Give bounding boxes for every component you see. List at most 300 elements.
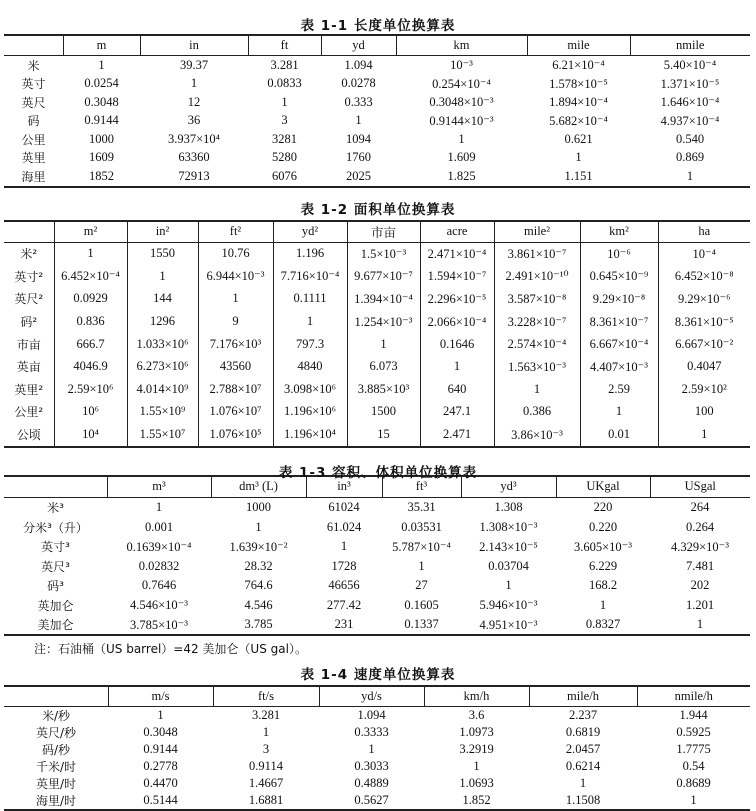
table-cell: 4.937×10⁻⁴ — [660, 113, 720, 128]
table-cell: 797.3 — [273, 333, 347, 356]
row-label: 千米/时 — [35, 760, 77, 775]
table-cell: 1 — [355, 113, 362, 128]
column-header: m/s — [108, 686, 213, 707]
table-cell: 10⁻⁶ — [580, 242, 658, 265]
table-cell: 9 — [198, 310, 273, 333]
table-cell: 0.1639×10⁻⁴ — [126, 539, 192, 554]
table-cell: 1 — [420, 355, 494, 378]
table-cell: 61024 — [328, 500, 360, 515]
row-label: 英寸³ — [41, 540, 70, 555]
column-header — [4, 221, 54, 243]
table-cell: 0.540 — [675, 131, 705, 146]
table-cell: 0.9114 — [249, 759, 283, 774]
column-header — [4, 686, 108, 707]
table-cell: 6.667×10⁻² — [658, 333, 750, 356]
row-label: 英亩 — [16, 360, 41, 375]
table-cell: 0.5925 — [676, 725, 711, 740]
table-cell: 1.55×10⁹ — [127, 401, 198, 424]
table-cell: 264 — [690, 500, 710, 515]
table-cell: 3.281 — [270, 57, 299, 72]
table-cell: 0.3048×10⁻³ — [429, 95, 494, 110]
table-cell: 9.29×10⁻⁶ — [658, 288, 750, 311]
table-cell: 1.563×10⁻³ — [494, 355, 580, 378]
table-cell: 1296 — [127, 310, 198, 333]
area-conversion-table — [4, 220, 750, 448]
table-cell: 1.609 — [447, 150, 476, 165]
table-cell: 3.587×10⁻⁸ — [494, 288, 580, 311]
table-cell: 6.944×10⁻³ — [198, 265, 273, 288]
column-header: km — [396, 35, 527, 56]
table-cell: 0.5627 — [354, 793, 389, 808]
table-cell: 1 — [418, 558, 425, 573]
table-cell: 2.471×10⁻⁴ — [420, 242, 494, 265]
table-cell: 3.937×10⁴ — [167, 131, 221, 146]
table-cell: 1 — [696, 617, 704, 632]
row-label: 英寸 — [21, 77, 46, 92]
column-header: in² — [127, 221, 198, 243]
column-header: ft/s — [213, 686, 319, 707]
table-cell: 35.31 — [407, 500, 436, 515]
table-cell: 0.0278 — [341, 76, 376, 91]
table-cell: 0.836 — [54, 310, 127, 333]
table-cell: 1 — [505, 578, 512, 593]
table-cell: 3.86×10⁻³ — [494, 423, 580, 447]
table-cell: 1550 — [127, 242, 198, 265]
table-cell: 1.944 — [679, 708, 708, 723]
table-cell: 1.254×10⁻³ — [347, 310, 420, 333]
table-cell: 2.296×10⁻⁵ — [420, 288, 494, 311]
table-cell: 1.852 — [462, 793, 491, 808]
table-cell: 3 — [281, 113, 288, 128]
table-cell: 1.4667 — [248, 776, 284, 791]
table-cell: 3281 — [272, 131, 297, 146]
table-cell: 4840 — [273, 355, 347, 378]
column-header: yd³ — [461, 476, 556, 498]
table-cell: 5280 — [272, 150, 297, 165]
table-cell: 0.1605 — [404, 597, 439, 612]
table-cell: 0.4470 — [143, 776, 178, 791]
table-cell: 28.32 — [244, 558, 273, 573]
row-label: 米/秒 — [41, 709, 71, 724]
table-cell: 0.9144 — [143, 742, 178, 757]
table-row — [4, 615, 750, 636]
table-cell: 1852 — [89, 168, 114, 183]
column-header: nmile — [630, 35, 750, 56]
row-label: 英里² — [14, 382, 44, 397]
table-cell: 4.407×10⁻³ — [580, 355, 658, 378]
table-cell: 6.273×10⁶ — [127, 355, 198, 378]
table-cell: 10⁶ — [54, 401, 127, 424]
table-cell: 0.3333 — [354, 725, 389, 740]
column-header: mile — [527, 35, 630, 56]
table-cell: 0.0929 — [54, 288, 127, 311]
table-row — [4, 378, 750, 401]
table-cell: 3.885×10³ — [347, 378, 420, 401]
table-cell: 3.861×10⁻⁷ — [494, 242, 580, 265]
column-header: yd/s — [319, 686, 424, 707]
table-cell: 1 — [458, 131, 465, 146]
table-cell: 7.176×10³ — [198, 333, 273, 356]
table-cell: 2.574×10⁻⁴ — [494, 333, 580, 356]
row-label: 英尺² — [14, 292, 44, 307]
column-header: km/h — [424, 686, 529, 707]
table-cell: 144 — [127, 288, 198, 311]
table-cell: 7.481 — [685, 558, 715, 573]
table-cell: 9.29×10⁻⁸ — [580, 288, 658, 311]
table-row — [4, 75, 750, 94]
column-header: ft³ — [382, 476, 461, 498]
column-header: m³ — [107, 476, 211, 498]
table-cell: 2025 — [346, 168, 371, 183]
table-cell: 1000 — [246, 500, 271, 515]
table-row — [4, 310, 750, 333]
row-label: 公里² — [14, 405, 44, 420]
row-label: 英尺³ — [41, 559, 70, 574]
table-cell: 1 — [494, 378, 580, 401]
table-cell: 2.59×10⁶ — [54, 378, 127, 401]
table-cell: 1.308 — [494, 500, 523, 515]
table-cell: 4.546 — [244, 597, 273, 612]
table-row — [4, 556, 750, 576]
row-label: 米 — [27, 58, 40, 73]
row-label: 码³ — [47, 579, 64, 594]
column-header: km² — [580, 221, 658, 243]
table-cell: 3.6 — [468, 708, 485, 723]
table-cell: 6.229 — [588, 558, 618, 573]
table-cell: 0.645×10⁻⁹ — [580, 265, 658, 288]
volume-conversion-table — [4, 475, 750, 637]
table-cell: 1.1508 — [565, 793, 601, 808]
table-cell: 0.621 — [564, 131, 593, 146]
row-label: 码/秒 — [41, 743, 71, 758]
table-cell: 0.54 — [682, 759, 705, 774]
table-cell: 39.37 — [179, 57, 209, 72]
table-cell: 1.0973 — [459, 725, 494, 740]
table-cell: 10.76 — [198, 242, 273, 265]
table-cell: 3.098×10⁶ — [273, 378, 347, 401]
column-header: m — [63, 35, 140, 56]
column-header: m² — [54, 221, 127, 243]
table-cell: 2.237 — [568, 708, 598, 723]
table-cell: 10⁻³ — [450, 58, 473, 73]
table-cell: 1 — [98, 57, 105, 72]
table-cell: 5.946×10⁻³ — [479, 598, 538, 613]
table-cell: 1.825 — [447, 168, 476, 183]
table-cell: 1 — [658, 423, 750, 447]
table-cell: 46656 — [328, 578, 360, 593]
column-header: in³ — [306, 476, 382, 498]
header-row — [4, 686, 750, 707]
table-row — [4, 741, 750, 758]
table-cell: 6.452×10⁻⁸ — [658, 265, 750, 288]
column-header: mile² — [494, 221, 580, 243]
table-row — [4, 167, 750, 187]
table-cell: 1.0693 — [459, 776, 494, 791]
table-row — [4, 333, 750, 356]
table-row — [4, 242, 750, 265]
table-cell: 72913 — [178, 168, 210, 183]
table-cell: 10⁻⁴ — [658, 242, 750, 265]
table-cell: 168.2 — [588, 578, 618, 593]
table-cell: 2.59 — [580, 378, 658, 401]
table-cell: 0.3048 — [143, 725, 178, 740]
table-cell: 1000 — [89, 131, 114, 146]
length-conversion-table — [4, 34, 750, 188]
table-cell: 1 — [262, 725, 270, 740]
table-1-4-title: 表 1-4 速度单位换算表 — [300, 667, 456, 684]
table-row — [4, 112, 750, 131]
table-cell: 5.787×10⁻⁴ — [392, 539, 451, 554]
column-header: nmile/h — [637, 686, 750, 707]
table-cell: 0.254×10⁻⁴ — [432, 76, 491, 91]
table-cell: 0.3033 — [354, 759, 389, 774]
table-cell: 0.03531 — [401, 519, 442, 534]
table-cell: 1 — [347, 333, 420, 356]
table-cell: 231 — [334, 617, 354, 632]
table-cell: 1500 — [347, 401, 420, 424]
table-cell: 6.452×10⁻⁴ — [54, 265, 127, 288]
header-row — [4, 221, 750, 243]
table-cell: 0.6819 — [565, 725, 601, 740]
table-cell: 1.646×10⁻⁴ — [660, 95, 720, 110]
table-cell: 202 — [690, 578, 710, 593]
table-cell: 0.8327 — [585, 617, 621, 632]
table-cell: 5.682×10⁻⁴ — [549, 113, 608, 128]
table-cell: 0.03704 — [488, 558, 529, 573]
table-cell: 0.8689 — [676, 776, 711, 791]
table-cell: 0.264 — [685, 519, 715, 534]
table-cell: 1 — [340, 539, 348, 554]
column-header: yd — [321, 35, 396, 56]
table-cell: 15 — [347, 423, 420, 447]
table-cell: 1728 — [331, 558, 357, 573]
column-header: mile/h — [529, 686, 637, 707]
table-cell: 5.40×10⁻⁴ — [663, 58, 717, 73]
table-cell: 1.196 — [273, 242, 347, 265]
row-label: 英里 — [21, 151, 46, 166]
row-label: 英尺/秒 — [35, 726, 77, 741]
row-label: 分米³（升） — [23, 520, 88, 535]
table-cell: 0.3048 — [84, 94, 119, 109]
table-row — [4, 423, 750, 447]
table-cell: 640 — [420, 378, 494, 401]
table-cell: 1.196×10⁶ — [273, 401, 347, 424]
table-cell: 1.201 — [685, 597, 715, 612]
table-cell: 4.329×10⁻³ — [670, 539, 730, 554]
table-cell: 1 — [255, 519, 262, 534]
table-cell: 27 — [415, 578, 428, 593]
table-cell: 1.094 — [344, 57, 373, 72]
table-cell: 1.076×10⁷ — [198, 401, 273, 424]
row-label: 美加仑 — [37, 618, 74, 633]
table-1-2-title: 表 1-2 面积单位换算表 — [300, 201, 456, 218]
table-row — [4, 265, 750, 288]
table-row — [4, 537, 750, 557]
table-row — [4, 576, 750, 596]
table-cell: 1 — [127, 265, 198, 288]
table-cell: 1 — [473, 759, 480, 774]
table-cell: 0.0833 — [267, 76, 302, 91]
table-cell: 2.59×10² — [658, 378, 750, 401]
table-cell: 1 — [54, 242, 127, 265]
table-cell: 1 — [575, 150, 582, 165]
table-cell: 12 — [187, 94, 201, 109]
table-row — [4, 355, 750, 378]
table-row — [4, 56, 750, 75]
row-label: 米³ — [47, 501, 64, 516]
table-cell: 0.001 — [144, 519, 174, 534]
table-cell: 1.5×10⁻³ — [347, 242, 420, 265]
table-cell: 1 — [281, 94, 288, 109]
column-header: dm³ (L) — [211, 476, 306, 498]
table-cell: 1760 — [346, 150, 371, 165]
table-cell: 2.0457 — [565, 742, 601, 757]
table-cell: 1.094 — [357, 708, 386, 723]
table-row — [4, 149, 750, 168]
table-cell: 2.491×10⁻¹⁰ — [494, 265, 580, 288]
table-cell: 3.785 — [244, 617, 273, 632]
header-row — [4, 35, 750, 56]
table-cell: 0.333 — [344, 94, 373, 109]
table-cell: 7.716×10⁻⁴ — [273, 265, 347, 288]
table-cell: 1.151 — [564, 168, 593, 183]
table-cell: 1 — [580, 401, 658, 424]
table-cell: 3.281 — [251, 708, 281, 723]
table-cell: 666.7 — [54, 333, 127, 356]
table-cell: 1 — [686, 168, 694, 183]
table-cell: 0.2778 — [143, 759, 178, 774]
row-label: 英加仑 — [37, 598, 74, 613]
row-label: 英寸² — [14, 269, 44, 284]
table-cell: 1 — [190, 76, 198, 91]
table-cell: 247.1 — [420, 401, 494, 424]
row-label: 英里/时 — [35, 777, 77, 792]
table-cell: 1.371×10⁻⁵ — [660, 76, 720, 91]
table-cell: 4.951×10⁻³ — [479, 617, 538, 632]
table-cell: 1.55×10⁷ — [127, 423, 198, 447]
table-cell: 0.386 — [494, 401, 580, 424]
table-cell: 8.361×10⁻⁵ — [658, 310, 750, 333]
table-cell: 6.21×10⁻⁴ — [552, 58, 605, 73]
table-cell: 1609 — [89, 150, 114, 165]
table-cell: 4046.9 — [54, 355, 127, 378]
table-cell: 0.220 — [588, 519, 618, 534]
table-cell: 1 — [157, 708, 164, 723]
column-header: UKgal — [556, 476, 650, 498]
table-cell: 2.471 — [420, 423, 494, 447]
table-row — [4, 93, 750, 112]
table-cell: 1.639×10⁻² — [229, 539, 288, 554]
table-cell: 100 — [658, 401, 750, 424]
table-cell: 1.894×10⁻⁴ — [549, 95, 608, 110]
table-cell: 1.196×10⁴ — [273, 423, 347, 447]
table-row — [4, 758, 750, 775]
table-cell: 0.02832 — [138, 558, 180, 573]
table-cell: 0.0254 — [84, 76, 119, 91]
row-label: 海里/时 — [35, 794, 77, 809]
table-cell: 3.785×10⁻³ — [129, 617, 189, 632]
table-cell: 0.4047 — [658, 355, 750, 378]
row-label: 海里 — [21, 169, 46, 184]
table-cell: 1.6881 — [248, 793, 284, 808]
row-label: 码² — [20, 315, 38, 330]
table-row — [4, 792, 750, 810]
table-cell: 0.869 — [675, 150, 705, 165]
column-header: ft — [248, 35, 321, 56]
table-cell: 0.4889 — [354, 776, 389, 791]
table-cell: 1.7775 — [676, 742, 711, 757]
column-header — [4, 476, 107, 498]
column-header — [4, 35, 63, 56]
table-cell: 1.594×10⁻⁷ — [420, 265, 494, 288]
table-cell: 2.066×10⁻⁴ — [420, 310, 494, 333]
table-cell: 0.9144×10⁻³ — [429, 113, 494, 128]
row-label: 公顷 — [16, 428, 41, 443]
table-cell: 277.42 — [326, 597, 362, 612]
table-cell: 36 — [187, 113, 201, 128]
table-row — [4, 517, 750, 537]
table-cell: 4.014×10⁹ — [127, 378, 198, 401]
table-cell: 764.6 — [244, 578, 273, 593]
table-cell: 1.076×10⁵ — [198, 423, 273, 447]
table-cell: 2.788×10⁷ — [198, 378, 273, 401]
table-row — [4, 707, 750, 725]
table-cell: 2.143×10⁻⁵ — [479, 539, 538, 554]
column-header: yd² — [273, 221, 347, 243]
table-cell: 0.01 — [580, 423, 658, 447]
table-cell: 0.1111 — [273, 288, 347, 311]
column-header: in — [140, 35, 248, 56]
table-cell: 1 — [368, 742, 375, 757]
table-cell: 0.6214 — [565, 759, 601, 774]
table-cell: 1 — [155, 500, 163, 515]
row-label: 公里 — [21, 132, 46, 147]
table-cell: 61.024 — [326, 519, 362, 534]
table-row — [4, 724, 750, 741]
table-1-3-title: 表 1-3 容积、体积单位换算表 — [278, 464, 478, 481]
table-cell: 1 — [690, 793, 697, 808]
column-header: acre — [420, 221, 494, 243]
table-row — [4, 497, 750, 517]
table-cell: 1.033×10⁶ — [127, 333, 198, 356]
table-note: 注：石油桶（US barrel）=42 美加仑（US gal）。 — [34, 642, 307, 657]
table-cell: 3.2919 — [459, 742, 494, 757]
column-header: 市亩 — [347, 221, 420, 243]
table-cell: 0.5144 — [143, 793, 178, 808]
table-cell: 1.308×10⁻³ — [479, 520, 538, 535]
table-cell: 1 — [599, 597, 607, 612]
table-cell: 1.578×10⁻⁵ — [549, 76, 608, 91]
table-cell: 3.228×10⁻⁷ — [494, 310, 580, 333]
column-header: USgal — [650, 476, 750, 498]
table-row — [4, 130, 750, 149]
table-row — [4, 401, 750, 424]
table-cell: 3 — [262, 742, 270, 757]
table-cell: 1.394×10⁻⁴ — [347, 288, 420, 311]
row-label: 英尺 — [21, 95, 46, 110]
table-cell: 63360 — [178, 150, 210, 165]
table-cell: 8.361×10⁻⁷ — [580, 310, 658, 333]
table-1-1-title: 表 1-1 长度单位换算表 — [300, 18, 456, 34]
table-cell: 1094 — [346, 131, 371, 146]
table-cell: 1 — [273, 310, 347, 333]
row-label: 米² — [20, 247, 38, 262]
table-cell: 6.667×10⁻⁴ — [580, 333, 658, 356]
table-cell: 0.1337 — [404, 617, 439, 632]
column-header: ft² — [198, 221, 273, 243]
row-label: 码 — [27, 114, 40, 129]
column-header: ha — [658, 221, 750, 243]
